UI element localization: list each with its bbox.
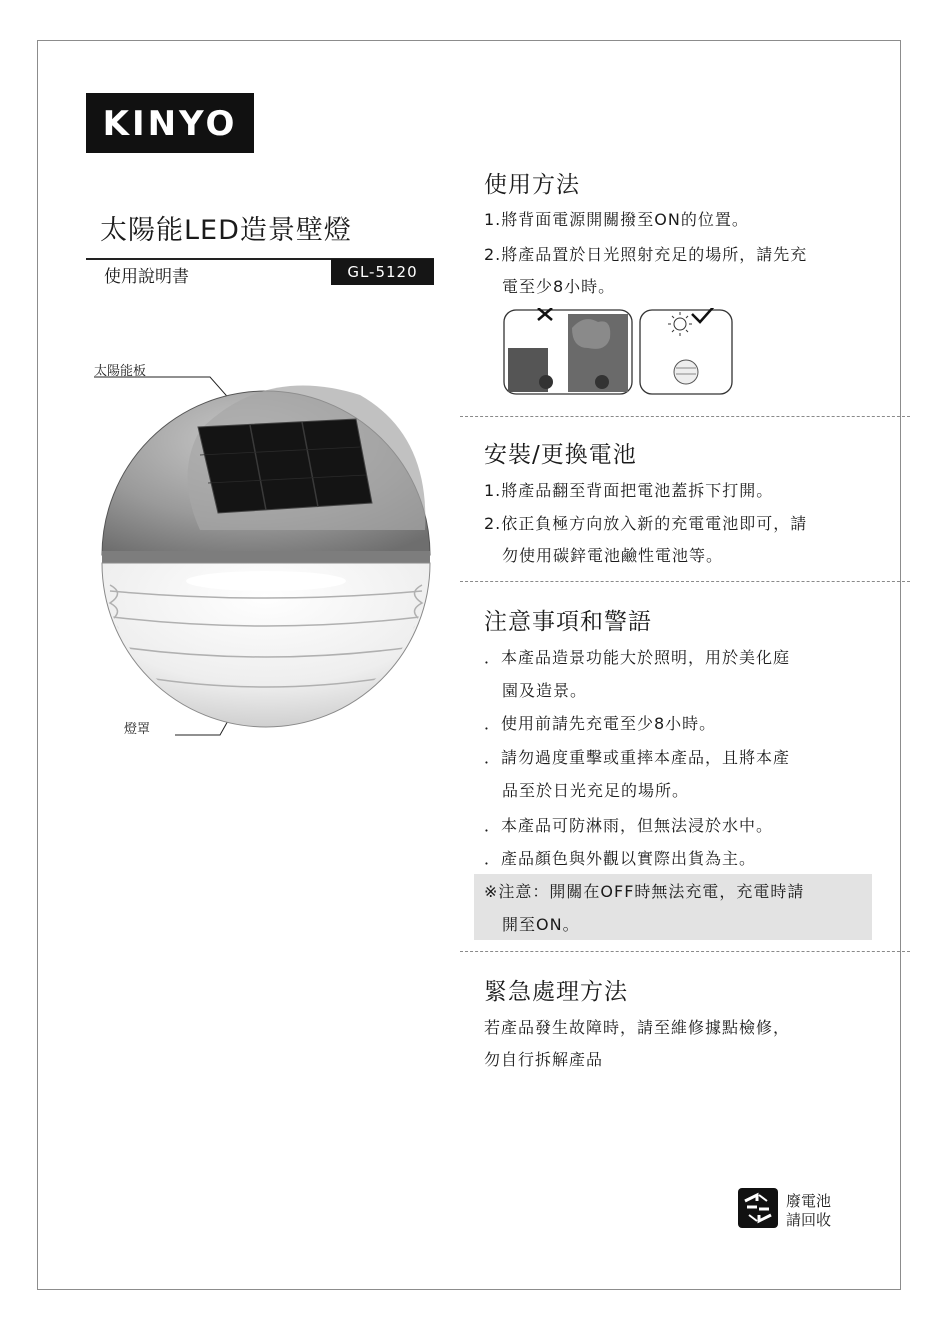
battery-step-1: 1.將產品翻至背面把電池蓋拆下打開。: [484, 481, 774, 500]
callout-lamp-cover: 燈罩: [124, 722, 151, 737]
usage-step-1: 1.將背面電源開關撥至ON的位置。: [484, 210, 749, 229]
product-title: 太陽能LED造景壁燈: [100, 215, 352, 246]
section-divider: [460, 581, 910, 582]
brand-logo: [86, 93, 254, 153]
section-divider: [460, 416, 910, 417]
charging-placement-illustration: [502, 308, 734, 396]
svg-text:KINYO: KINYO: [102, 104, 238, 144]
callout-solar-panel: 太陽能板: [94, 364, 147, 379]
note-line: ※注意：開關在OFF時無法充電，充電時請: [484, 882, 805, 901]
warning-line: ．本產品可防淋雨，但無法浸於水中。: [484, 816, 774, 835]
recycle-icon: [737, 1187, 779, 1229]
warning-line: ．請勿過度重擊或重摔本產品，且將本產: [484, 748, 791, 767]
recycle-text-2: 請回收: [786, 1211, 832, 1229]
warning-line: 園及造景。: [502, 681, 588, 700]
battery-step-2-cont: 勿使用碳鋅電池鹼性電池等。: [502, 546, 724, 565]
usage-title: 使用方法: [484, 172, 580, 198]
usage-step-2: 2.將產品置於日光照射充足的場所，請先充: [484, 245, 808, 264]
note-line-cont: 開至ON。: [502, 915, 580, 934]
emergency-line: 若產品發生故障時，請至維修據點檢修，: [484, 1018, 791, 1037]
battery-step-2: 2.依正負極方向放入新的充電電池即可，請: [484, 514, 808, 533]
warning-line: ．本產品造景功能大於照明，用於美化庭: [484, 648, 791, 667]
recycle-text-1: 廢電池: [786, 1192, 832, 1210]
warning-line: ．產品顏色與外觀以實際出貨為主。: [484, 849, 757, 868]
warnings-title: 注意事項和警語: [484, 609, 652, 635]
warning-line: 品至於日光充足的場所。: [502, 781, 690, 800]
model-badge: GL-5120: [331, 259, 434, 285]
section-divider: [460, 951, 910, 952]
solar-lamp-illustration: [80, 355, 450, 745]
usage-step-2-cont: 電至少8小時。: [502, 277, 616, 296]
warning-line: ．使用前請先充電至少8小時。: [484, 714, 717, 733]
emergency-line-cont: 勿自行拆解產品: [484, 1050, 604, 1069]
manual-label: 使用說明書: [104, 267, 189, 287]
emergency-title: 緊急處理方法: [484, 979, 628, 1005]
battery-title: 安裝/更換電池: [484, 442, 637, 468]
solar-panel-graphic: [198, 419, 372, 513]
